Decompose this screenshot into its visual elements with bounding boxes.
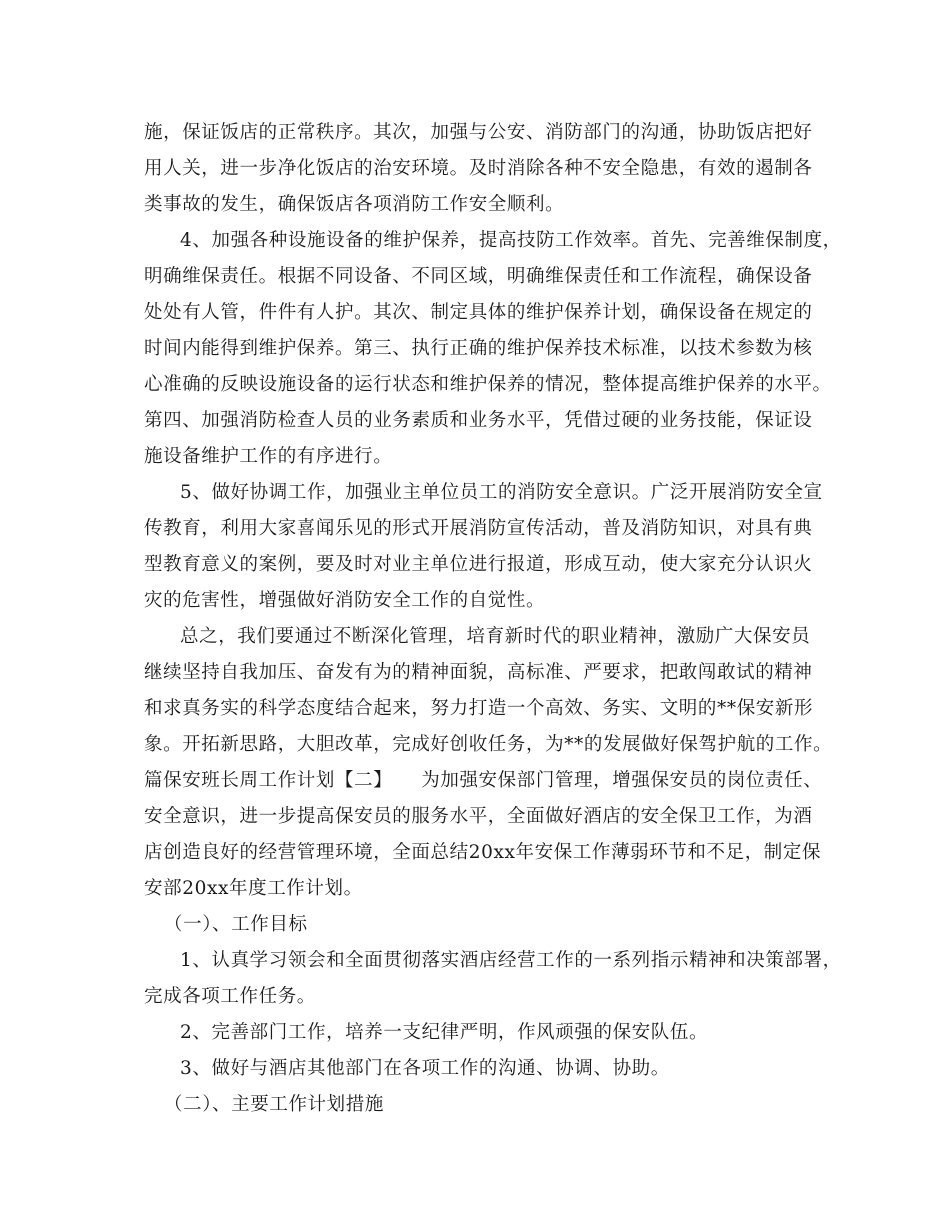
text-line: 传教育，利用大家喜闻乐见的形式开展消防宣传活动，普及消防知识，对具有典 <box>144 518 813 539</box>
text-line: 安部20xx年度工作计划。 <box>144 878 363 899</box>
text-line: 和求真务实的科学态度结合起来，努力打造一个高效、务实、文明的**保安新形 <box>144 698 814 719</box>
text-line: 安全意识，进一步提高保安员的服务水平，全面做好酒店的安全保卫工作，为酒 <box>144 806 813 827</box>
text-line: 心准确的反映设施设备的运行状态和维护保养的情况，整体提高维护保养的水平。 <box>144 374 832 395</box>
text-line: 5、做好协调工作，加强业主单位员工的消防安全意识。广泛开展消防安全宣 <box>180 482 823 503</box>
text-line: 1、认真学习领会和全面贯彻落实酒店经营工作的一系列指示精神和决策部署， <box>180 950 842 971</box>
text-line: 施，保证饭店的正常秩序。其次，加强与公安、消防部门的沟通，协助饭店把好 <box>144 122 813 143</box>
text-line: 象。开拓新思路，大胆改革，完成好创收任务，为**的发展做好保驾护航的工作。 <box>144 734 833 755</box>
text-line: 明确维保责任。根据不同设备、不同区域，明确维保责任和工作流程，确保设备 <box>144 266 813 287</box>
text-line: 类事故的发生，确保饭店各项消防工作安全顺利。 <box>144 194 565 215</box>
text-line: 完成各项工作任务。 <box>144 986 316 1007</box>
text-line: 施设备维护工作的有序进行。 <box>144 446 393 467</box>
text-line: 总之，我们要通过不断深化管理，培育新时代的职业精神，激励广大保安员 <box>180 626 811 647</box>
text-line: 继续坚持自我加压、奋发有为的精神面貌，高标准、严要求，把敢闯敢试的精神 <box>144 662 813 683</box>
text-line: 3、做好与酒店其他部门在各项工作的沟通、协调、协助。 <box>180 1058 670 1079</box>
text-line: 第四、加强消防检查人员的业务素质和业务水平，凭借过硬的业务技能，保证设 <box>144 410 813 431</box>
text-line: 篇保安班长周工作计划【二】 为加强安保部门管理，增强保安员的岗位责任、 <box>144 770 823 791</box>
section-heading: （二）、主要工作计划措施 <box>164 1094 384 1115</box>
text-line: 店创造良好的经营管理环境，全面总结20xx年安保工作薄弱环节和不足，制定保 <box>144 842 822 863</box>
text-line: 用人关，进一步净化饭店的治安环境。及时消除各种不安全隐患，有效的遏制各 <box>144 158 813 179</box>
text-line: 4、加强各种设施设备的维护保养，提高技防工作效率。首先、完善维保制度， <box>180 230 842 251</box>
text-line: 型教育意义的案例，要及时对业主单位进行报道，形成互动，使大家充分认识火 <box>144 554 813 575</box>
section-heading: （一）、工作目标 <box>164 914 308 935</box>
text-line: 时间内能得到维护保养。第三、执行正确的维护保养技术标准，以技术参数为核 <box>144 338 813 359</box>
text-line: 2、完善部门工作，培养一支纪律严明，作风顽强的保安队伍。 <box>180 1022 709 1043</box>
text-line: 处处有人管，件件有人护。其次、制定具体的维护保养计划，确保设备在规定的 <box>144 302 813 323</box>
text-line: 灾的危害性，增强做好消防安全工作的自觉性。 <box>144 590 546 611</box>
